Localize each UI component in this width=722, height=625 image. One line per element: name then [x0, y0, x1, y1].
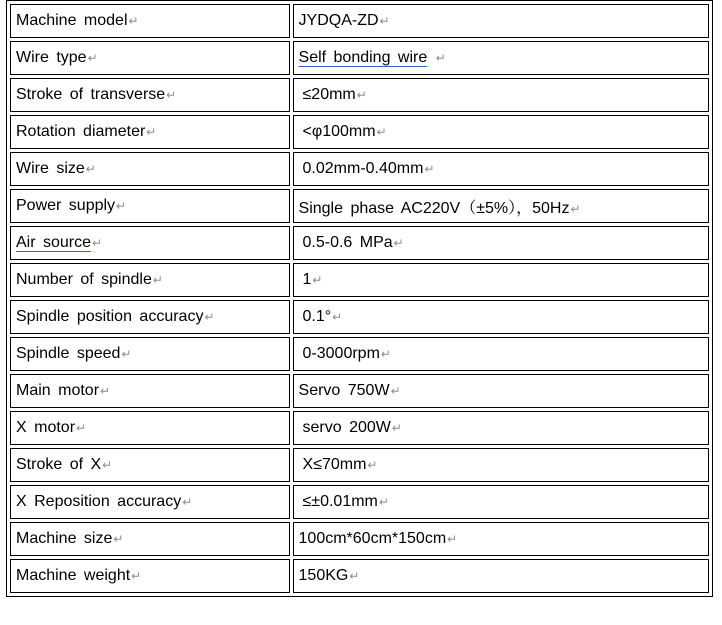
spec-label-cell [10, 115, 290, 149]
paragraph-mark-icon: ↵ [116, 199, 127, 213]
paragraph-mark-icon: ↵ [152, 273, 163, 287]
paragraph-mark-icon: ↵ [435, 51, 446, 65]
spec-value-cell [293, 189, 709, 223]
paragraph-mark-icon: ↵ [113, 532, 124, 546]
spec-value: 1 [302, 271, 312, 288]
spec-value: 0.1° [302, 308, 332, 325]
paragraph-mark-icon: ↵ [390, 384, 401, 398]
spec-value: 100cm*60cm*150cm [298, 530, 447, 547]
spec-label: Machine model [16, 12, 128, 29]
spec-value-cell [293, 559, 709, 593]
table-row [10, 226, 709, 260]
spec-value: 150KG [298, 567, 349, 584]
spec-label: Power supply [16, 197, 116, 214]
spec-value-cell [293, 374, 709, 408]
spec-value-cell [293, 485, 709, 519]
paragraph-mark-icon: ↵ [102, 458, 113, 472]
spec-label: Machine size [16, 530, 113, 547]
spec-value: <φ100mm [302, 123, 376, 140]
spec-value: servo 200W [302, 419, 391, 436]
paragraph-mark-icon: ↵ [121, 347, 132, 361]
spec-value: Servo 750W [298, 382, 390, 399]
spec-value-cell [293, 263, 709, 297]
paragraph-mark-icon: ↵ [379, 14, 390, 28]
spec-value-cell [293, 4, 709, 38]
table-row [10, 41, 709, 75]
spec-label-cell [10, 300, 290, 334]
table-row [10, 522, 709, 556]
table-row [10, 448, 709, 482]
spec-label-cell [10, 374, 290, 408]
paragraph-mark-icon: ↵ [356, 88, 367, 102]
paragraph-mark-icon: ↵ [332, 310, 343, 324]
spec-value-cell [293, 522, 709, 556]
spec-label: Wire size [16, 160, 85, 177]
spec-label-cell [10, 337, 290, 371]
spec-label-cell [10, 41, 290, 75]
spec-label: Spindle speed [16, 345, 121, 362]
paragraph-mark-icon: ↵ [204, 310, 215, 324]
paragraph-mark-icon: ↵ [391, 421, 402, 435]
spec-value: 0-3000rpm [302, 345, 380, 362]
spec-label: Stroke of X [16, 456, 102, 473]
spec-label: Main motor [16, 382, 100, 399]
paragraph-mark-icon: ↵ [146, 125, 157, 139]
spec-label-cell [10, 411, 290, 445]
spec-label: X Reposition accuracy [16, 493, 182, 510]
table-row [10, 300, 709, 334]
spec-value: 0.02mm-0.40mm [302, 160, 424, 177]
spec-table [6, 0, 713, 597]
paragraph-mark-icon: ↵ [92, 236, 103, 250]
table-row [10, 559, 709, 593]
spec-label: Rotation diameter [16, 123, 146, 140]
paragraph-mark-icon: ↵ [393, 236, 404, 250]
spec-label-cell [10, 559, 290, 593]
spec-value: ≤20mm [302, 86, 356, 103]
spec-label-cell [10, 78, 290, 112]
spec-label-cell [10, 485, 290, 519]
spec-value-cell [293, 448, 709, 482]
spec-value-cell [293, 226, 709, 260]
spec-label-cell [10, 4, 290, 38]
spec-value-cell [293, 337, 709, 371]
spec-label: Machine weight [16, 567, 131, 584]
spec-label: Air source [16, 234, 92, 251]
spec-value: ≤±0.01mm [302, 493, 378, 510]
table-row [10, 78, 709, 112]
table-row [10, 152, 709, 186]
paragraph-mark-icon: ↵ [85, 162, 96, 176]
spec-value-cell [293, 152, 709, 186]
spec-label: Spindle position accuracy [16, 308, 204, 325]
table-row [10, 337, 709, 371]
paragraph-mark-icon: ↵ [312, 273, 323, 287]
paragraph-mark-icon: ↵ [76, 421, 87, 435]
spec-value: 0.5-0.6 MPa [302, 234, 393, 251]
paragraph-mark-icon: ↵ [128, 14, 139, 28]
spec-value: X≤70mm [302, 456, 367, 473]
spec-value-cell [293, 411, 709, 445]
paragraph-mark-icon: ↵ [87, 51, 98, 65]
paragraph-mark-icon: ↵ [182, 495, 193, 509]
spec-value: Self bonding wire [298, 49, 428, 66]
table-row [10, 189, 709, 223]
spec-label: Wire type [16, 49, 87, 66]
paragraph-mark-icon: ↵ [367, 458, 378, 472]
paragraph-mark-icon: ↵ [166, 88, 177, 102]
paragraph-mark-icon: ↵ [131, 569, 142, 583]
spec-value-cell [293, 78, 709, 112]
table-row [10, 485, 709, 519]
table-row [10, 374, 709, 408]
spec-label-cell [10, 226, 290, 260]
spec-label-cell [10, 189, 290, 223]
spec-value: JYDQA-ZD [298, 12, 379, 29]
paragraph-mark-icon: ↵ [378, 495, 389, 509]
spec-label-cell [10, 152, 290, 186]
table-row [10, 115, 709, 149]
paragraph-mark-icon: ↵ [380, 347, 391, 361]
spec-label-cell [10, 263, 290, 297]
spec-label-cell [10, 522, 290, 556]
paragraph-mark-icon: ↵ [570, 201, 581, 216]
table-row [10, 411, 709, 445]
spec-label: Number of spindle [16, 271, 152, 288]
spec-value: Single phase AC220V（±5%），50Hz [298, 199, 570, 217]
table-row [10, 4, 709, 38]
spec-label: Stroke of transverse [16, 86, 166, 103]
spec-value-cell [293, 41, 709, 75]
spec-label-cell [10, 448, 290, 482]
paragraph-mark-icon: ↵ [424, 162, 435, 176]
spec-value-cell [293, 300, 709, 334]
spec-label: X motor [16, 419, 76, 436]
paragraph-mark-icon: ↵ [349, 569, 360, 583]
spec-value-cell [293, 115, 709, 149]
table-row [10, 263, 709, 297]
paragraph-mark-icon: ↵ [100, 384, 111, 398]
paragraph-mark-icon: ↵ [447, 532, 458, 546]
paragraph-mark-icon: ↵ [376, 125, 387, 139]
